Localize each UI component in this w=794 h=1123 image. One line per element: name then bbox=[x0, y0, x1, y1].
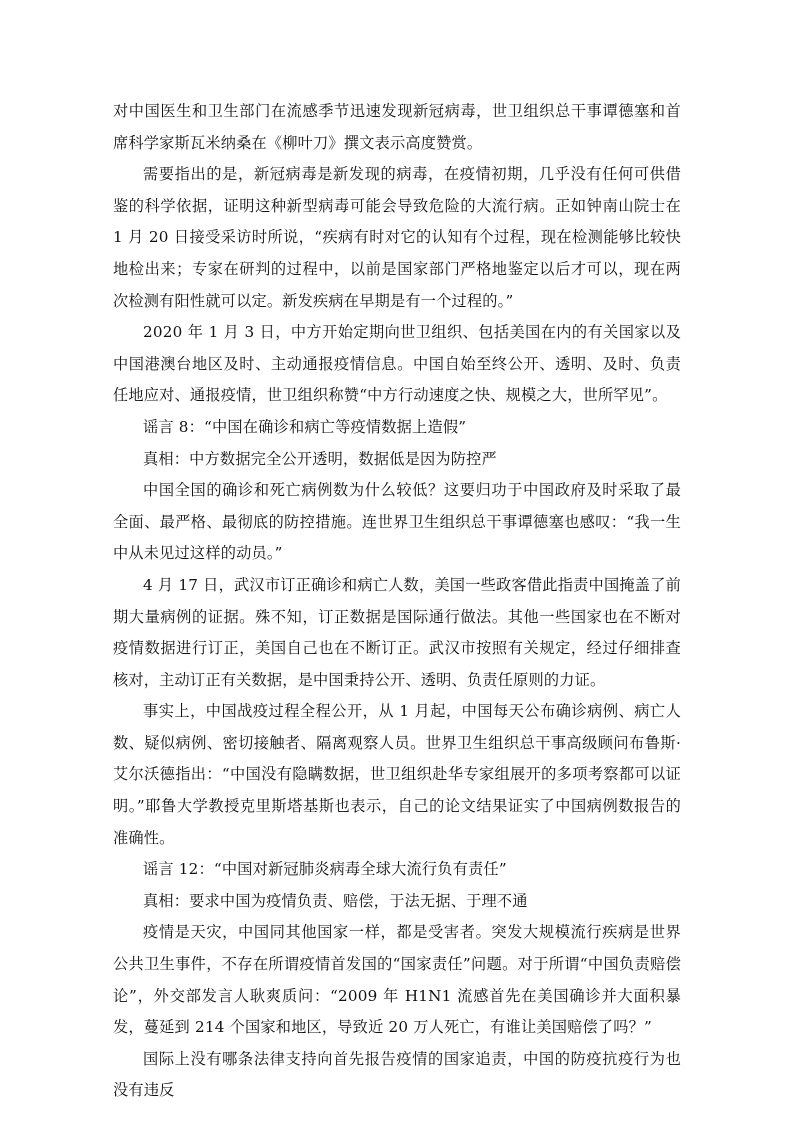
paragraph: 疫情是天灾，中国同其他国家一样，都是受害者。突发大规模流行疾病是世界公共卫生事件，不存在所谓疫情首发国的“国家责任”问题。对于所谓“中国负责赔偿论”，外交部发言人耿爽质问：“2009 年 H1N1 流感首先在美国确诊并大面积暴发，蔓延到 214 个国家和地区，导致近 20 万人死亡，有谁让美国赔偿了吗？” bbox=[113, 923, 681, 1037]
paragraph: 中国全国的确诊和死亡病例数为什么较低？这要归功于中国政府及时采取了最全面、最严格、最彻底的防控措施。连世界卫生组织总干事谭德塞也感叹：“我一生中从未见过这样的动员。” bbox=[113, 481, 681, 563]
paragraph: 国际上没有哪条法律支持向首先报告疫情的国家追责，中国的防疫抗疫行为也没有违反 bbox=[113, 1049, 681, 1100]
truth-heading: 真相：要求中国为疫情负责、赔偿，于法无据、于理不通 bbox=[143, 891, 528, 910]
document-body bbox=[113, 96, 681, 1107]
paragraph: 需要指出的是，新冠病毒是新发现的病毒，在疫情初期，几乎没有任何可供借鉴的科学依据，证明这种新型病毒可能会导致危险的大流行病。正如钟南山院士在 1 月 20 日接受采访时所说，“疾病有时对它的认知有个过程，现在检测能够比较快地检出来；专家在研判的过程中，以前是国家部门严格地鉴定以后才可以，现在两次检测有阳性就可以定。新发疾病在早期是有一个过程的。” bbox=[113, 165, 681, 310]
rumor-heading: 谣言 8：“中国在确诊和病亡等疫情数据上造假” bbox=[143, 417, 467, 436]
truth-heading: 真相：中方数据完全公开透明，数据低是因为防控严 bbox=[143, 449, 497, 468]
paragraph: 2020 年 1 月 3 日，中方开始定期向世卫组织、包括美国在内的有关国家以及中国港澳台地区及时、主动通报疫情信息。中国自始至终公开、透明、及时、负责任地应对、通报疫情，世卫组织称赞“中方行动速度之快、规模之大，世所罕见”。 bbox=[113, 323, 681, 405]
rumor-heading: 谣言 12：“中国对新冠肺炎病毒全球大流行负有责任” bbox=[143, 860, 507, 879]
paragraph: 事实上，中国战疫过程全程公开，从 1 月起，中国每天公布确诊病例、病亡人数、疑似病例、密切接触者、隔离观察人员。世界卫生组织总干事高级顾问布鲁斯·艾尔沃德指出：“中国没有隐瞒数据，世卫组织赴华专家组展开的多项考察都可以证明。”耶鲁大学教授克里斯塔基斯也表示，自己的论文结果证实了中国病例数报告的准确性。 bbox=[113, 702, 681, 847]
paragraph: 4 月 17 日，武汉市订正确诊和病亡人数，美国一些政客借此指责中国掩盖了前期大量病例的证据。殊不知，订正数据是国际通行做法。其他一些国家也在不断对疫情数据进行订正，美国自己也在不断订正。武汉市按照有关规定，经过仔细排查核对，主动订正有关数据，是中国秉持公开、透明、负责任原则的力证。 bbox=[113, 575, 681, 689]
paragraph: 对中国医生和卫生部门在流感季节迅速发现新冠病毒，世卫组织总干事谭德塞和首席科学家斯瓦米纳桑在《柳叶刀》撰文表示高度赞赏。 bbox=[113, 102, 681, 152]
